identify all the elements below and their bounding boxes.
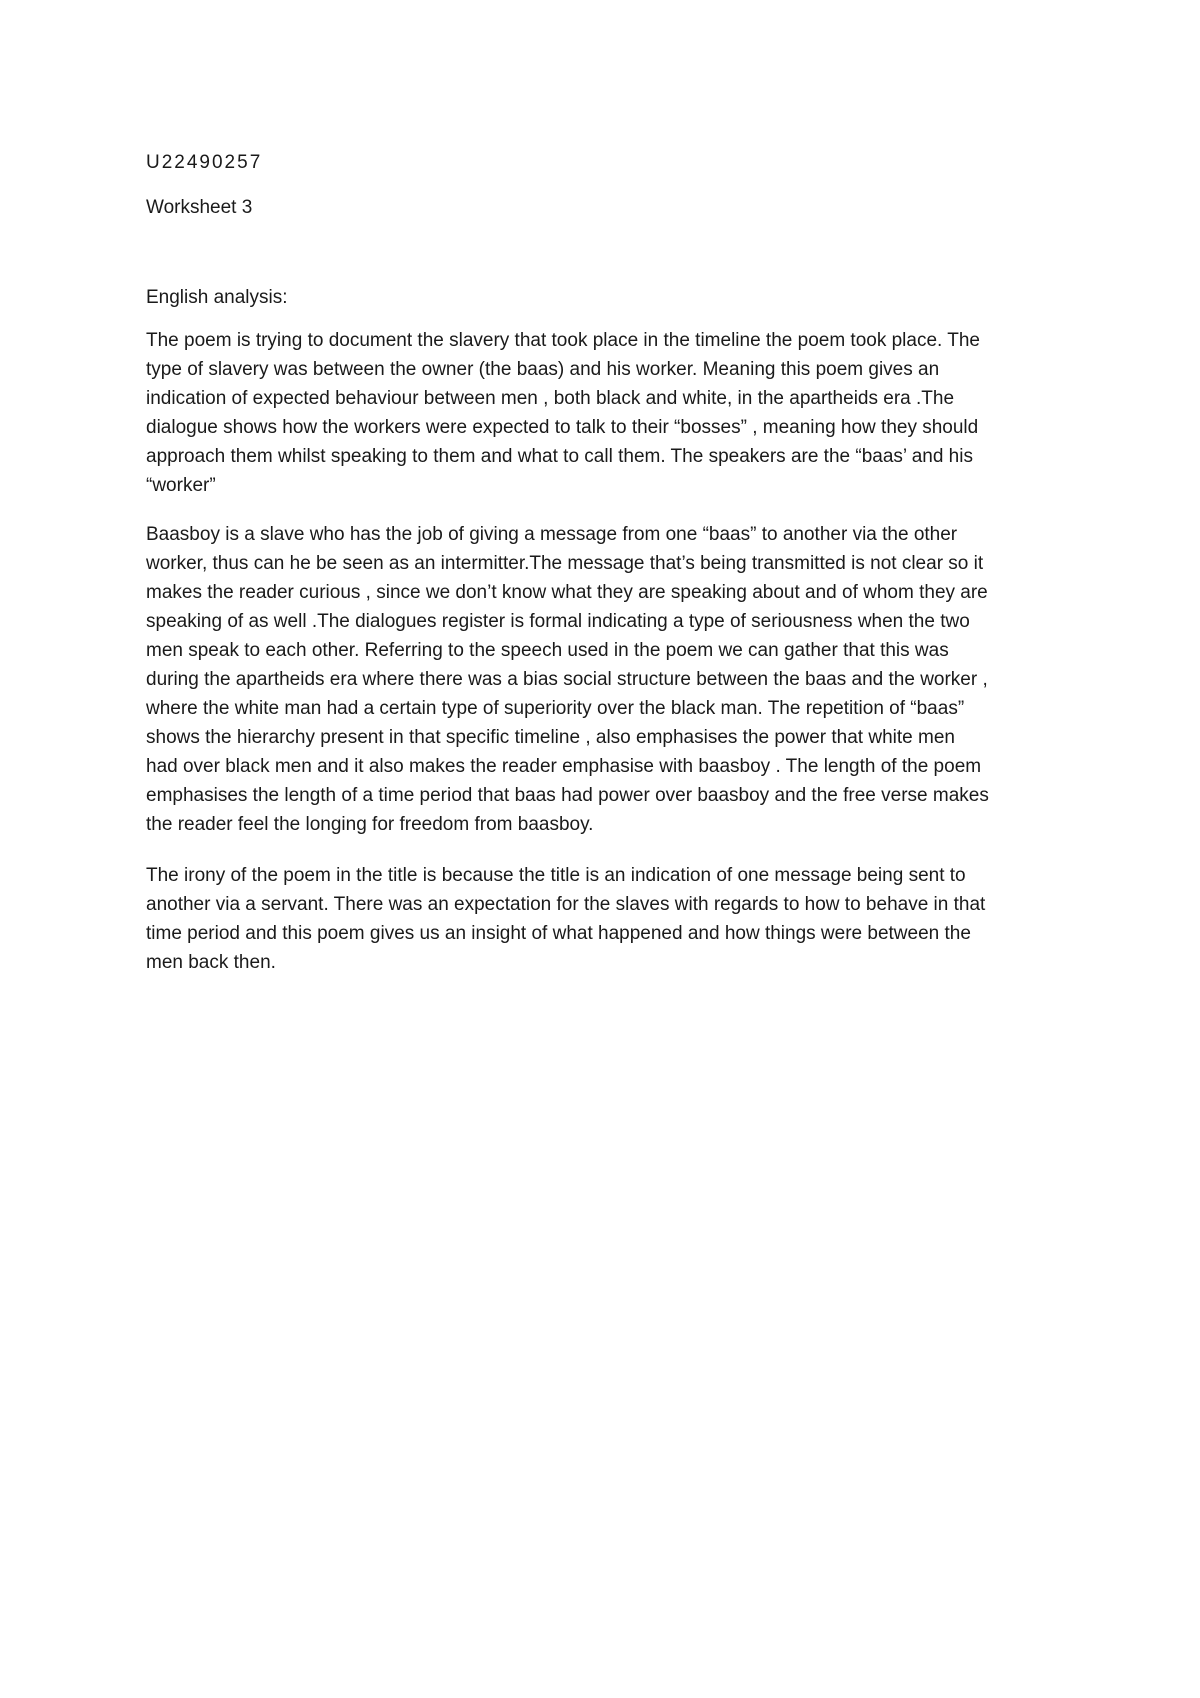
paragraph-line: another via a servant. There was an expectation for the slaves with regards to how to behave in that [146, 894, 986, 915]
paragraph-line: approach them whilst speaking to them and what to call them. The speakers are the “baas’ and his [146, 446, 973, 467]
paragraph-line: speaking of as well .The dialogues register is formal indicating a type of seriousness when the two [146, 611, 970, 632]
paragraph-line: makes the reader curious , since we don’t know what they are speaking about and of whom they are [146, 582, 988, 603]
paragraph-line: during the apartheids era where there was a bias social structure between the baas and the worker , [146, 669, 988, 690]
paragraph-line: where the white man had a certain type of superiority over the black man. The repetition of “baas” [146, 698, 965, 719]
paragraph-line: emphasises the length of a time period that baas had power over baasboy and the free verse makes [146, 785, 989, 806]
paragraph-line: the reader feel the longing for freedom from baasboy. [146, 814, 594, 835]
paragraph-line: shows the hierarchy present in that specific timeline , also emphasises the power that white men [146, 727, 955, 748]
paragraph-line: dialogue shows how the workers were expected to talk to their “bosses” , meaning how they should [146, 417, 979, 438]
paragraph-3 [146, 861, 1086, 977]
paragraph-line: Baasboy is a slave who has the job of giving a message from one “baas” to another via the other [146, 524, 958, 545]
paragraph-line: worker, thus can he be seen as an intermitter.The message that’s being transmitted is not clear so it [146, 553, 984, 574]
paragraph-line: The irony of the poem in the title is because the title is an indication of one message being sent to [146, 865, 966, 886]
paragraph-line: indication of expected behaviour between men , both black and white, in the apartheids era .The [146, 388, 955, 409]
paragraph-line: men back then. [146, 952, 276, 973]
paragraph-line: type of slavery was between the owner (the baas) and his worker. Meaning this poem gives an [146, 359, 940, 380]
paragraph-line: time period and this poem gives us an insight of what happened and how things were between the [146, 923, 971, 944]
student-id: U22490257 [146, 152, 263, 173]
paragraph-2 [146, 520, 1086, 839]
section-heading: English analysis: [146, 287, 288, 308]
paragraph-line: men speak to each other. Referring to the speech used in the poem we can gather that this was [146, 640, 949, 661]
paragraph-line: had over black men and it also makes the reader emphasise with baasboy . The length of the poem [146, 756, 982, 777]
paragraph-line: “worker” [146, 475, 216, 496]
paragraph-1 [146, 326, 1086, 500]
paragraph-line: The poem is trying to document the slavery that took place in the timeline the poem took place. The [146, 330, 980, 351]
worksheet-title: Worksheet 3 [146, 197, 253, 218]
